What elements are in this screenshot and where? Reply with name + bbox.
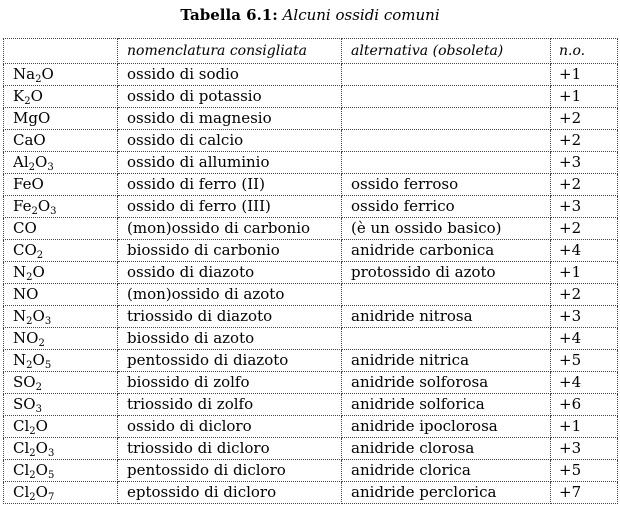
formula-symbol: O (37, 197, 51, 215)
formula-cell (4, 196, 118, 218)
formula-subscript: 3 (35, 404, 42, 415)
table-row (4, 328, 618, 350)
formula-symbol: MgO (13, 109, 51, 127)
oxidation-number-cell: +6 (551, 394, 618, 416)
formula-symbol: O (32, 307, 45, 325)
alternative-cell (342, 64, 551, 86)
formula-cell (4, 350, 118, 372)
formula-subscript: 2 (36, 250, 44, 261)
formula-subscript: 5 (47, 470, 55, 481)
formula-symbol: O (30, 87, 43, 105)
oxidation-number-cell: +1 (551, 416, 618, 438)
formula-cell (4, 218, 118, 240)
alternative-cell: (è un ossido basico) (342, 218, 551, 240)
formula-subscript: 2 (38, 338, 45, 349)
table-row (4, 218, 618, 240)
alternative-cell: anidride solforosa (342, 372, 551, 394)
formula-symbol: CO (13, 241, 37, 259)
formula-cell (4, 460, 118, 482)
formula-cell (4, 482, 118, 504)
alternative-cell: anidride clorica (342, 460, 551, 482)
oxidation-number-cell: +3 (551, 196, 618, 218)
formula-symbol: O (35, 417, 48, 435)
formula-cell (4, 372, 118, 394)
formula-subscript: 5 (44, 360, 52, 371)
nomenclature-cell: ossido di magnesio (118, 108, 342, 130)
nomenclature-cell: triossido di diazoto (118, 306, 342, 328)
alternative-cell: anidride carbonica (342, 240, 551, 262)
table-caption (0, 0, 620, 30)
table-row (4, 174, 618, 196)
formula-subscript: 2 (26, 360, 33, 371)
formula-symbol: N (13, 307, 27, 325)
table-row (4, 152, 618, 174)
oxidation-number-cell: +4 (551, 328, 618, 350)
nomenclature-cell: ossido di ferro (III) (118, 196, 342, 218)
table-row (4, 262, 618, 284)
formula-subscript: 2 (29, 426, 36, 437)
alternative-cell: anidride ipoclorosa (342, 416, 551, 438)
formula-cell (4, 416, 118, 438)
formula-symbol: O (32, 263, 45, 281)
formula-cell (4, 306, 118, 328)
oxidation-number-cell: +2 (551, 284, 618, 306)
formula-symbol: FeO (13, 175, 44, 193)
nomenclature-cell: pentossido di dicloro (118, 460, 342, 482)
formula-subscript: 2 (26, 272, 33, 283)
alternative-cell: anidride perclorica (342, 482, 551, 504)
oxidation-number-cell: +1 (551, 262, 618, 284)
oxidation-number-cell: +7 (551, 482, 618, 504)
table-row (4, 416, 618, 438)
formula-subscript: 2 (35, 382, 42, 393)
alternative-cell (342, 130, 551, 152)
formula-cell (4, 284, 118, 306)
formula-subscript: 2 (31, 206, 38, 217)
formula-symbol: CO (13, 219, 37, 237)
alternative-cell (342, 328, 551, 350)
formula-symbol: CaO (13, 131, 46, 149)
formula-symbol: O (35, 153, 48, 171)
formula-subscript: 7 (47, 492, 55, 503)
formula-symbol: O (35, 439, 48, 457)
table-body (4, 64, 618, 504)
formula-subscript: 2 (26, 316, 33, 327)
table-row (4, 306, 618, 328)
formula-cell (4, 328, 118, 350)
table-row (4, 196, 618, 218)
formula-cell (4, 130, 118, 152)
formula-symbol: Na (13, 65, 36, 83)
nomenclature-cell: ossido di ferro (II) (118, 174, 342, 196)
alternative-cell (342, 284, 551, 306)
alternative-cell: ossido ferroso (342, 174, 551, 196)
formula-subscript: 3 (47, 162, 54, 173)
formula-symbol: NO (13, 329, 39, 347)
formula-symbol: Cl (13, 439, 30, 457)
formula-cell (4, 262, 118, 284)
nomenclature-cell: ossido di dicloro (118, 416, 342, 438)
alternative-cell (342, 152, 551, 174)
formula-subscript: 2 (35, 74, 42, 85)
oxidation-number-cell: +5 (551, 460, 618, 482)
formula-cell (4, 174, 118, 196)
caption-label: Tabella 6.1: (180, 6, 278, 24)
table-row (4, 130, 618, 152)
formula-symbol: O (41, 65, 54, 83)
table-row (4, 482, 618, 504)
formula-cell (4, 438, 118, 460)
oxidation-number-cell: +1 (551, 86, 618, 108)
table-row (4, 350, 618, 372)
formula-subscript: 3 (44, 316, 52, 327)
formula-subscript: 2 (24, 96, 31, 107)
formula-subscript: 2 (29, 492, 36, 503)
formula-cell (4, 394, 118, 416)
alternative-cell: anidride nitrica (342, 350, 551, 372)
table-row (4, 284, 618, 306)
oxides-table (3, 38, 618, 504)
oxidation-number-cell: +3 (551, 306, 618, 328)
table-row (4, 108, 618, 130)
formula-symbol: NO (13, 285, 39, 303)
table-row (4, 64, 618, 86)
formula-cell (4, 64, 118, 86)
oxidation-number-cell: +5 (551, 350, 618, 372)
formula-symbol: N (13, 263, 27, 281)
formula-subscript: 3 (50, 206, 57, 217)
oxidation-number-cell: +4 (551, 240, 618, 262)
alternative-cell: ossido ferrico (342, 196, 551, 218)
formula-symbol: O (32, 351, 45, 369)
nomenclature-cell: (mon)ossido di azoto (118, 284, 342, 306)
formula-subscript: 2 (28, 162, 36, 173)
table-row (4, 372, 618, 394)
nomenclature-cell: ossido di calcio (118, 130, 342, 152)
nomenclature-cell: triossido di zolfo (118, 394, 342, 416)
nomenclature-cell: ossido di potassio (118, 86, 342, 108)
table-header-row (4, 39, 618, 64)
formula-symbol: SO (13, 395, 36, 413)
nomenclature-cell: ossido di sodio (118, 64, 342, 86)
oxidation-number-cell: +3 (551, 438, 618, 460)
alternative-cell (342, 108, 551, 130)
formula-cell (4, 240, 118, 262)
alternative-cell: anidride solforica (342, 394, 551, 416)
formula-symbol: Al (13, 153, 29, 171)
oxidation-number-cell: +2 (551, 174, 618, 196)
nomenclature-cell: triossido di dicloro (118, 438, 342, 460)
oxidation-number-cell: +2 (551, 130, 618, 152)
formula-symbol: SO (13, 373, 36, 391)
nomenclature-cell: biossido di carbonio (118, 240, 342, 262)
formula-subscript: 2 (29, 448, 36, 459)
table-row (4, 460, 618, 482)
formula-symbol: K (13, 87, 25, 105)
alternative-cell (342, 86, 551, 108)
nomenclature-cell: biossido di azoto (118, 328, 342, 350)
caption-title: Alcuni ossidi comuni (282, 6, 440, 24)
header-oxidation-number: n.o. (551, 39, 618, 64)
formula-symbol: O (35, 461, 48, 479)
formula-symbol: Fe (13, 197, 32, 215)
formula-cell (4, 108, 118, 130)
formula-symbol: Cl (13, 483, 30, 501)
formula-symbol: O (35, 483, 48, 501)
nomenclature-cell: pentossido di diazoto (118, 350, 342, 372)
formula-cell (4, 86, 118, 108)
header-nomenclature: nomenclatura consigliata (118, 39, 342, 64)
nomenclature-cell: eptossido di dicloro (118, 482, 342, 504)
oxidation-number-cell: +2 (551, 108, 618, 130)
alternative-cell: anidride nitrosa (342, 306, 551, 328)
alternative-cell: protossido di azoto (342, 262, 551, 284)
table-row (4, 240, 618, 262)
formula-symbol: Cl (13, 417, 30, 435)
header-alternative: alternativa (obsoleta) (342, 39, 551, 64)
table-row (4, 86, 618, 108)
header-formula (4, 39, 118, 64)
oxidation-number-cell: +2 (551, 218, 618, 240)
oxidation-number-cell: +3 (551, 152, 618, 174)
formula-subscript: 3 (47, 448, 55, 459)
formula-subscript: 2 (29, 470, 36, 481)
formula-symbol: N (13, 351, 27, 369)
table-row (4, 438, 618, 460)
alternative-cell: anidride clorosa (342, 438, 551, 460)
table-row (4, 394, 618, 416)
nomenclature-cell: ossido di diazoto (118, 262, 342, 284)
nomenclature-cell: (mon)ossido di carbonio (118, 218, 342, 240)
formula-symbol: Cl (13, 461, 30, 479)
nomenclature-cell: biossido di zolfo (118, 372, 342, 394)
oxidation-number-cell: +1 (551, 64, 618, 86)
nomenclature-cell: ossido di alluminio (118, 152, 342, 174)
formula-cell (4, 152, 118, 174)
oxidation-number-cell: +4 (551, 372, 618, 394)
